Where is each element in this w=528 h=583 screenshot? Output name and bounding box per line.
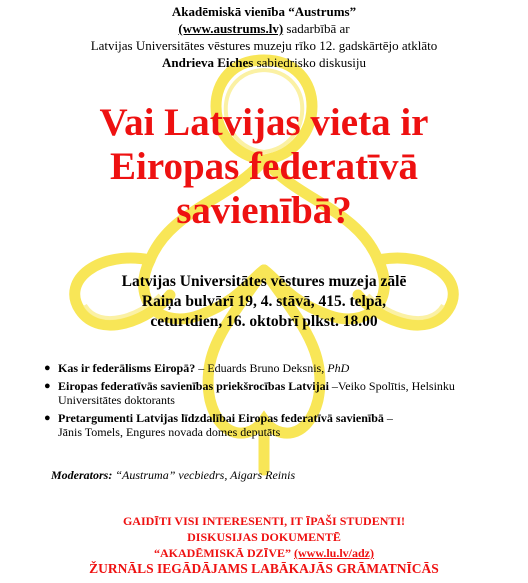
cooperation-text: sadarbībā ar (283, 21, 350, 36)
footer-line-1: GAIDĪTI VISI INTERESENTI, IT ĪPAŠI STUDENTI! (122, 514, 406, 528)
org-url-link[interactable]: (www.austrums.lv) (178, 21, 284, 36)
talk-speaker: Jānis Tomels, Engures novada domes deputāts (58, 425, 281, 439)
bullet-icon: ● (44, 380, 51, 392)
talk-title: Pretargumenti Latvijas līdzdalībai Eiropas federatīvā savienībā (58, 411, 384, 425)
journal-url-link[interactable]: (www.lu.lv/adz) (294, 546, 375, 560)
main-title (0, 101, 528, 233)
header-line-4 (0, 55, 528, 70)
venue-line-1: Latvijas Universitātes vēstures muzeja zālē (121, 273, 407, 290)
talk-separator: – (383, 411, 393, 425)
list-item (44, 361, 518, 375)
org-name (0, 4, 528, 19)
title-line-1: Vai Latvijas vieta ir (99, 101, 429, 144)
talk-list (44, 361, 518, 443)
moderator-label: Moderators: (51, 468, 113, 482)
list-item (44, 379, 518, 407)
discussion-label: sabiedrisko diskusiju (253, 55, 367, 70)
journal-name: “AKADĒMISKĀ DZĪVE” (153, 546, 294, 560)
title-line-2: Eiropas federatīvā (109, 145, 418, 188)
org-name-text: Akadēmiskā vienība “Austrums” (171, 4, 357, 19)
moderator-line (51, 468, 295, 483)
bullet-icon: ● (44, 362, 51, 374)
venue-line-3: ceturtdien, 16. oktobrī plkst. 18.00 (150, 313, 378, 330)
venue-line-2: Raiņa bulvārī 19, 4. stāvā, 415. telpā, (141, 293, 387, 310)
list-item (44, 411, 518, 439)
talk-speaker: Eduards Bruno Deksnis, (207, 361, 328, 375)
footer-line-2: DISKUSIJAS DOKUMENTĒ (187, 530, 341, 544)
footer-block (0, 513, 528, 577)
talk-title: Eiropas federatīvās savienības priekšrocības Latvijai (58, 379, 329, 393)
bullet-icon: ● (44, 412, 51, 424)
footer-line-3 (0, 545, 528, 561)
honoree-name: Andrieva Eiches (161, 55, 254, 70)
title-line-3: savienībā? (176, 189, 352, 232)
talk-separator: – (328, 379, 338, 393)
moderator-text: “Austruma” vecbiedrs, Aigars Reinis (112, 468, 296, 482)
talk-credential: PhD (327, 361, 350, 375)
talk-separator: – (195, 361, 208, 375)
talk-speaker: Veiko Spolītis, Helsinku Universitātes doktorants (58, 379, 455, 407)
venue-block (0, 272, 528, 332)
header-line-3: Latvijas Universitātes vēstures muzeju rīko 12. gadskārtējo atklāto (90, 38, 438, 53)
footer-line-4: ŽURNĀLS IEGĀDĀJAMS LABĀKAJĀS GRĀMATNĪCĀS (89, 561, 439, 576)
org-url-line (0, 21, 528, 36)
talk-title: Kas ir federālisms Eiropā? (58, 361, 196, 375)
